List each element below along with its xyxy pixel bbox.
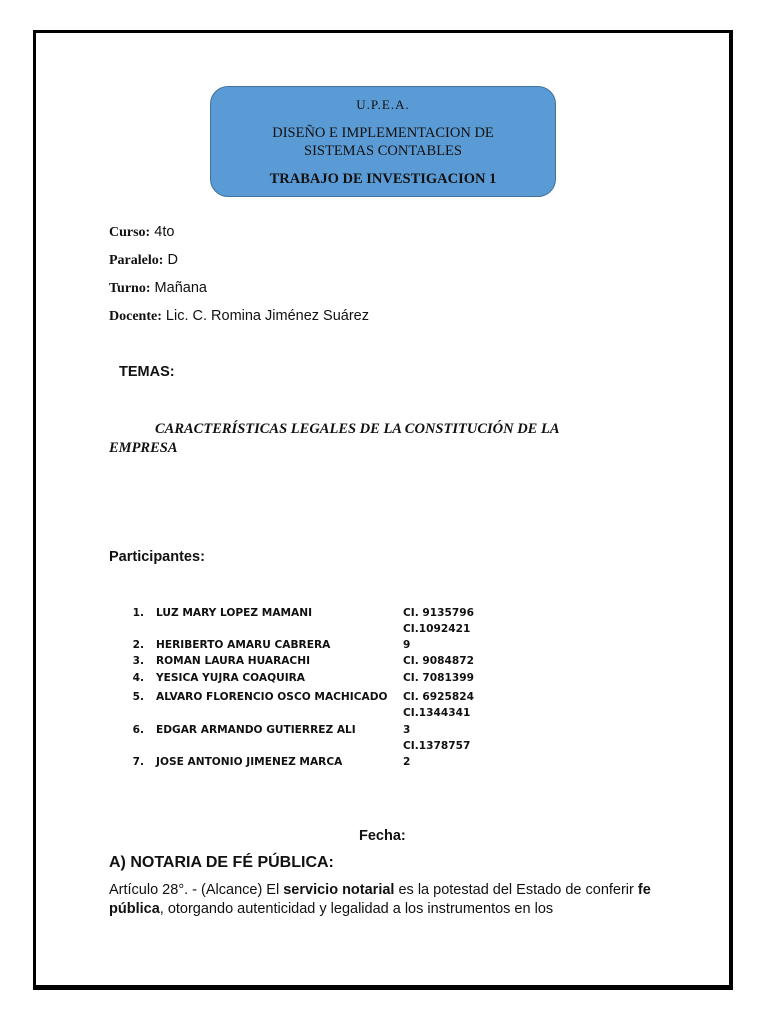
participant-number: 6. <box>132 724 144 736</box>
turno-value: Mañana <box>154 280 207 296</box>
participantes-heading: Participantes: <box>109 549 205 565</box>
participant-ci: 2 <box>403 756 411 768</box>
topic-title: CARACTERÍSTICAS LEGALES DE LA CONSTITUCIÓN DE LA EMPRESA <box>109 421 559 456</box>
participant-ci: CI.1344341 <box>403 707 471 719</box>
participant-number: 2. <box>132 639 144 651</box>
paralelo-value: D <box>167 252 178 268</box>
participant-ci: CI. 7081399 <box>403 672 475 684</box>
fecha-label: Fecha: <box>359 828 406 844</box>
participant-name: YESICA YUJRA COAQUIRA <box>156 672 306 684</box>
participant-ci: CI. 6925824 <box>403 691 475 703</box>
curso-value: 4to <box>154 224 175 240</box>
participant-row <box>0 691 768 707</box>
paragraph-text: es la potestad del Estado de conferir <box>394 882 638 898</box>
participant-ci: 3 <box>403 724 411 736</box>
participant-number: 4. <box>132 672 144 684</box>
docente-value: Lic. C. Romina Jiménez Suárez <box>165 308 369 324</box>
section-a-title: A) NOTARIA DE FÉ PÚBLICA: <box>109 854 334 871</box>
participant-name: LUZ MARY LOPEZ MAMANI <box>156 607 313 619</box>
participant-row <box>0 740 768 756</box>
docente-field <box>109 308 369 325</box>
subject-line-2: SISTEMAS CONTABLES <box>304 143 462 159</box>
participant-ci: CI. 9135796 <box>403 607 475 619</box>
temas-heading: TEMAS: <box>119 364 175 380</box>
paralelo-label: Paralelo: <box>109 253 164 268</box>
paragraph-bold-term: fe pública <box>109 882 651 917</box>
participant-number: 3. <box>132 655 144 667</box>
curso-label: Curso: <box>109 225 151 240</box>
participant-ci: 9 <box>403 639 411 651</box>
work-title: TRABAJO DE INVESTIGACION 1 <box>269 171 497 187</box>
docente-label: Docente: <box>109 309 162 324</box>
participant-row <box>0 655 768 671</box>
participant-name: HERIBERTO AMARU CABRERA <box>156 639 331 651</box>
university-name: U.P.E.A. <box>356 97 410 112</box>
curso-field <box>109 224 174 241</box>
participant-name: ALVARO FLORENCIO OSCO MACHICADO <box>156 691 388 703</box>
participant-name: ROMAN LAURA HUARACHI <box>156 655 311 667</box>
title-box <box>210 86 556 197</box>
section-a-paragraph <box>109 881 679 919</box>
participant-row <box>0 623 768 639</box>
participant-name: JOSE ANTONIO JIMENEZ MARCA <box>156 756 343 768</box>
participant-row <box>0 724 768 740</box>
paragraph-text: , otorgando autenticidad y legalidad a los instrumentos en los <box>159 901 554 917</box>
participant-row <box>0 607 768 623</box>
participant-ci: CI. 9084872 <box>403 655 475 667</box>
participant-number: 7. <box>132 756 144 768</box>
turno-field <box>109 280 207 297</box>
paralelo-field <box>109 252 178 269</box>
participant-row <box>0 639 768 655</box>
participant-ci: CI.1092421 <box>403 623 471 635</box>
subject-line-1: DISEÑO E IMPLEMENTACION DE <box>272 125 494 141</box>
participant-number: 1. <box>132 607 144 619</box>
subject-title <box>211 124 555 160</box>
paragraph-bold-term: servicio notarial <box>283 882 395 898</box>
paragraph-text: Artículo 28°. - (Alcance) El <box>109 882 284 898</box>
participant-name: EDGAR ARMANDO GUTIERREZ ALI <box>156 724 356 736</box>
participant-row <box>0 707 768 723</box>
participant-row <box>0 672 768 688</box>
participant-ci: CI.1378757 <box>403 740 471 752</box>
participant-row <box>0 756 768 772</box>
participant-number: 5. <box>132 691 144 703</box>
turno-label: Turno: <box>109 281 151 296</box>
